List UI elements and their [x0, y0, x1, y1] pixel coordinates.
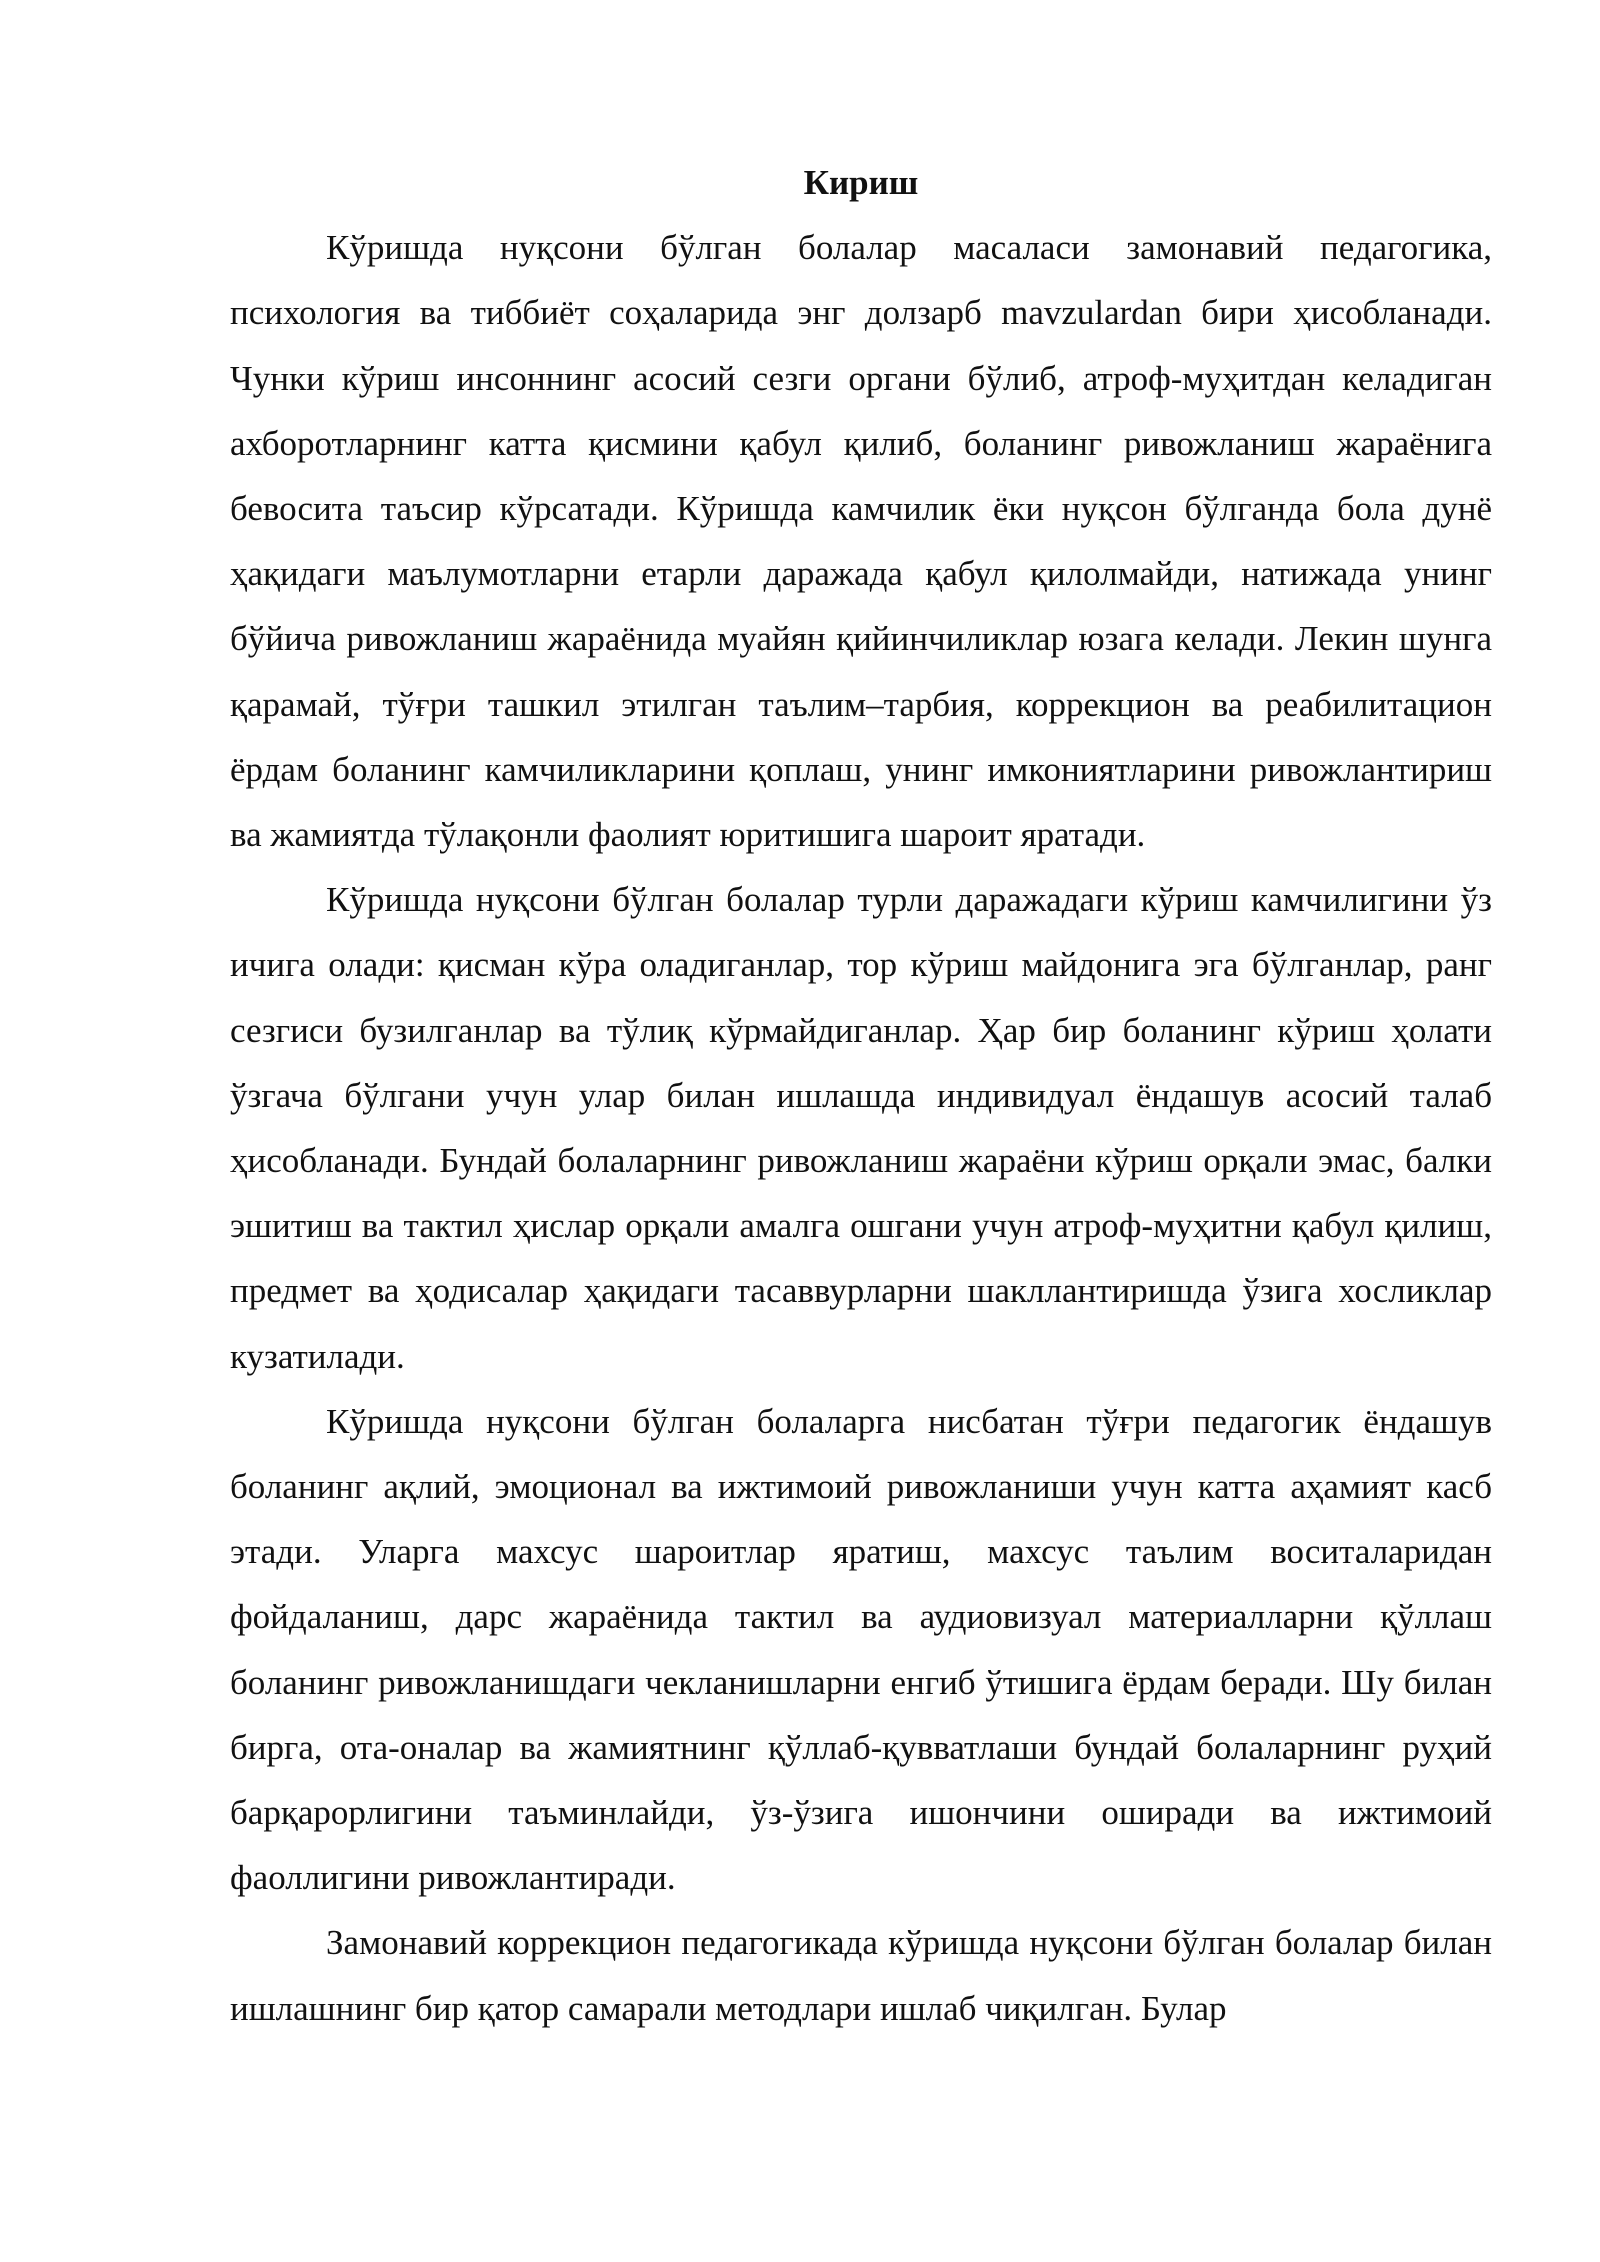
paragraph-3: Кўришда нуқсони бўлган болаларга нисбатан тўғри педагогик ёндашув боланинг ақлий, эмоционал ва ижтимоий ривожланиши учун катта аҳамият касб этади. Уларга махсус шароитлар яратиш, махсус таълим воситаларидан фойдаланиш, дарс жараёнида тактил ва аудиовизуал материалларни қўллаш боланинг ривожланишдаги чекланишларни енгиб ўтишига ёрдам беради. Шу билан бирга, ота-оналар ва жамиятнинг қўллаб-қувватлаши бундай болаларнинг руҳий барқарорлигини таъминлайди, ўз-ўзига ишончини оширади ва ижтимоий фаоллигини ривожлантиради.	[230, 1401, 1492, 1898]
paragraph-1: Кўришда нуқсони бўлган болалар масаласи замонавий педагогика, психология ва тиббиёт соҳаларида энг долзарб mavzulardan бири ҳисобланади. Чунки кўриш инсоннинг асосий сезги органи бўлиб, атроф-муҳитдан келадиган ахборотларнинг катта қисмини қабул қилиб, боланинг ривожланиш жараёнига бевосита таъсир кўрсатади. Кўришда камчилик ёки нуқсон бўлганда бола дунё ҳақидаги маълумотларни етарли даражада қабул қилолмайди, натижада унинг бўйича ривожланиш жараёнида муайян қийинчиликлар юзага келади. Лекин шунга қарамай, тўғри ташкил этилган таълим–тарбия, коррекцион ва реабилитацион ёрдам боланинг камчиликларини қоплаш, унинг имкониятларини ривожлантириш ва жамиятда тўлақонли фаолият юритишига шароит яратади.	[230, 228, 1492, 855]
paragraph-2: Кўришда нуқсони бўлган болалар турли даражадаги кўриш камчилигини ўз ичига олади: қисман кўра оладиганлар, тор кўриш майдонига эга бўлганлар, ранг сезгиси бузилганлар ва тўлиқ кўрмайдиганлар. Ҳар бир боланинг кўриш ҳолати ўзгача бўлгани учун улар билан ишлашда индивидуал ёндашув асосий талаб ҳисобланади. Бундай болаларнинг ривожланиш жараёни кўриш орқали эмас, балки эшитиш ва тактил ҳислар орқали амалга ошгани учун атроф-муҳитни қабул қилиш, предмет ва ҳодисалар ҳақидаги тасаввурларни шакллантиришда ўзига хосликлар кузатилади.	[230, 880, 1492, 1376]
document-body	[230, 150, 1492, 2041]
paragraph-4: Замонавий коррекцион педагогикада кўришда нуқсони бўлган болалар билан ишлашнинг бир қатор самарали методлари ишлаб чиқилган. Булар	[230, 1923, 1492, 2028]
page-title: Кириш	[803, 163, 919, 202]
